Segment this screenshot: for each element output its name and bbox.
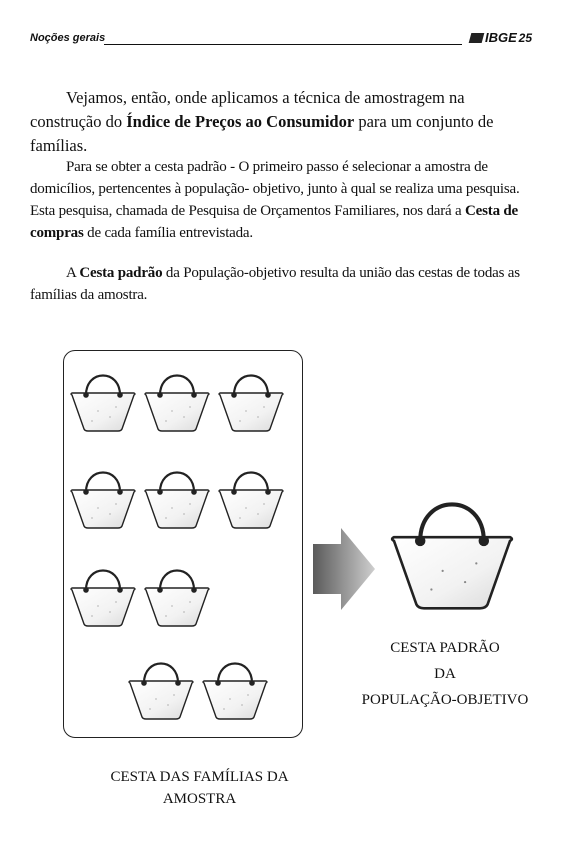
paragraph-sample-bold: Cesta de compras bbox=[30, 203, 519, 241]
population-caption-line-1: CESTA PADRÃO bbox=[390, 640, 500, 656]
ibge-logo bbox=[470, 30, 517, 45]
shopping-bag-icon bbox=[202, 659, 268, 721]
paragraph-intro-bold: Índice de Preços ao Consumidor bbox=[126, 112, 355, 131]
shopping-bag-icon bbox=[144, 371, 210, 433]
ibge-logo-text: IBGE bbox=[485, 30, 517, 45]
paragraph-intro-text-1: Vejamos, então, onde aplicamos a técnica de amostragem na construção do bbox=[30, 88, 465, 131]
shopping-bag-icon bbox=[218, 468, 284, 530]
paragraph-intro-text-2: para um conjunto de famílias. bbox=[30, 112, 494, 155]
population-bag-icon bbox=[380, 496, 524, 612]
paragraph-union-text-1: A bbox=[66, 265, 80, 281]
shopping-bag-icon bbox=[144, 468, 210, 530]
shopping-bag-icon bbox=[70, 371, 136, 433]
sample-caption bbox=[92, 766, 307, 810]
paragraph-sample-text-1: Para se obter a cesta padrão - O primeiro passo é selecionar a amostra de domicílios, pertencentes à população- objetivo, junto à qual se realiza uma pesquisa. Esta pesquisa, chamada de Pesquisa de Orçamentos Familiares, nos dará a bbox=[30, 159, 520, 219]
sample-families-box bbox=[63, 350, 303, 738]
paragraph-union-text-2: da População-objetivo resulta da união das cestas de todas as famílias da amostra. bbox=[30, 265, 520, 303]
paragraph-sample bbox=[30, 156, 534, 244]
ibge-logo-icon bbox=[469, 33, 485, 43]
sample-caption-line-1: CESTA DAS FAMÍLIAS DA bbox=[110, 769, 289, 785]
sample-caption-line-2: AMOSTRA bbox=[162, 791, 237, 807]
shopping-bag-icon bbox=[70, 566, 136, 628]
page-number: 25 bbox=[518, 31, 532, 45]
population-caption-line-3: POPULAÇÃO-OBJETIVO bbox=[361, 692, 529, 708]
population-caption bbox=[340, 635, 550, 713]
paragraph-sample-text-2: de cada família entrevistada. bbox=[83, 225, 253, 241]
population-caption-line-2: DA bbox=[434, 666, 456, 682]
section-title: Noções gerais bbox=[30, 32, 106, 44]
page-header bbox=[30, 30, 538, 48]
shopping-bag-icon bbox=[218, 371, 284, 433]
right-arrow-icon bbox=[313, 528, 375, 610]
shopping-bag-icon bbox=[144, 566, 210, 628]
paragraph-union-bold: Cesta padrão bbox=[79, 265, 163, 281]
shopping-bag-icon bbox=[128, 659, 194, 721]
shopping-bag-icon bbox=[70, 468, 136, 530]
header-rule bbox=[104, 44, 462, 45]
paragraph-intro bbox=[30, 86, 534, 158]
paragraph-union bbox=[30, 262, 534, 306]
